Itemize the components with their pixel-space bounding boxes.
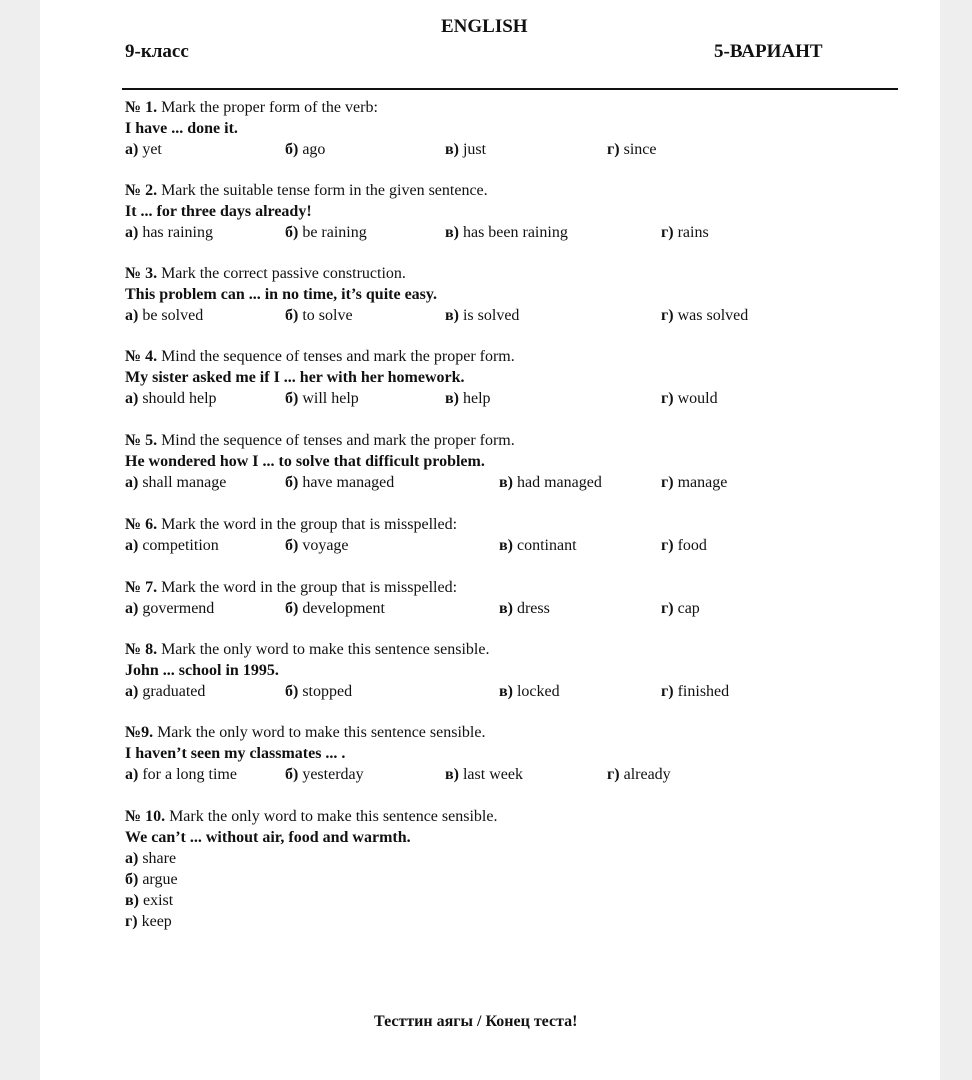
question-9: №9. Mark the only word to make this sentence sensible. I haven’t seen my classmates ... . а) for a long time б) yesterday в) last week г) already bbox=[125, 722, 885, 785]
option-d[interactable]: г) food bbox=[661, 537, 707, 554]
option-b[interactable]: б) argue bbox=[125, 871, 178, 888]
option-b[interactable]: б) yesterday bbox=[285, 766, 364, 783]
question-instruction: Mark the only word to make this sentence sensible. bbox=[169, 808, 498, 825]
option-a[interactable]: а) shall manage bbox=[125, 474, 227, 491]
option-c[interactable]: в) just bbox=[445, 141, 487, 158]
option-c[interactable]: в) had managed bbox=[499, 474, 602, 491]
option-d[interactable]: г) would bbox=[661, 390, 718, 407]
option-d[interactable]: г) was solved bbox=[661, 307, 749, 324]
option-a[interactable]: а) for a long time bbox=[125, 766, 237, 783]
option-c[interactable]: в) continant bbox=[499, 537, 577, 554]
variant-label: 5-ВАРИАНТ bbox=[714, 41, 823, 62]
option-a[interactable]: а) be solved bbox=[125, 307, 204, 324]
option-c[interactable]: в) locked bbox=[499, 683, 560, 700]
question-7: № 7. Mark the word in the group that is misspelled: а) govermend б) development в) dress г) cap bbox=[125, 579, 700, 617]
grade-label: 9-класс bbox=[125, 41, 189, 62]
option-c[interactable]: в) exist bbox=[125, 892, 174, 909]
question-sentence: I haven’t seen my classmates ... . bbox=[125, 745, 346, 762]
option-b[interactable]: б) have managed bbox=[285, 474, 395, 491]
option-d[interactable]: г) already bbox=[607, 766, 671, 783]
option-d[interactable]: г) manage bbox=[661, 474, 728, 491]
option-c[interactable]: в) last week bbox=[445, 766, 523, 783]
question-6: № 6. Mark the word in the group that is misspelled: а) competition б) voyage в) continant г) food bbox=[125, 516, 707, 554]
question-sentence: John ... school in 1995. bbox=[125, 662, 279, 679]
question-instruction: Mark the suitable tense form in the given sentence. bbox=[161, 182, 488, 199]
option-a[interactable]: а) graduated bbox=[125, 683, 206, 700]
question-1: № 1. Mark the proper form of the verb: I have ... done it. а) yet б) ago в) just г) since bbox=[125, 97, 885, 160]
option-b[interactable]: б) stopped bbox=[285, 683, 353, 700]
question-4: № 4. Mind the sequence of tenses and mark the proper form. My sister asked me if I ... her with her homework. а) should help б) will help в) help г) would bbox=[125, 346, 885, 409]
option-a[interactable]: а) yet bbox=[125, 141, 162, 158]
question-instruction: Mark the correct passive construction. bbox=[161, 265, 406, 282]
end-of-test-label: Тесттин аягы / Конец теста! bbox=[374, 1013, 578, 1030]
option-c[interactable]: в) is solved bbox=[445, 307, 520, 324]
option-a[interactable]: а) has raining bbox=[125, 224, 213, 241]
option-b[interactable]: б) ago bbox=[285, 141, 326, 158]
option-a[interactable]: а) should help bbox=[125, 390, 217, 407]
question-instruction: Mind the sequence of tenses and mark the proper form. bbox=[161, 348, 515, 365]
question-instruction: Mark the proper form of the verb: bbox=[161, 99, 378, 116]
question-sentence: This problem can ... in no time, it’s quite easy. bbox=[125, 286, 438, 303]
option-c[interactable]: в) help bbox=[445, 390, 491, 407]
question-sentence: It ... for three days already! bbox=[125, 203, 312, 220]
option-b[interactable]: б) be raining bbox=[285, 224, 367, 241]
option-c[interactable]: в) has been raining bbox=[445, 224, 568, 241]
question-8: № 8. Mark the only word to make this sentence sensible. John ... school in 1995. а) graduated б) stopped в) locked г) finished bbox=[125, 639, 885, 702]
question-2: № 2. Mark the suitable tense form in the given sentence. It ... for three days already! а) has raining б) be raining в) has been raining г) rains bbox=[125, 180, 885, 243]
option-b[interactable]: б) voyage bbox=[285, 537, 349, 554]
option-d[interactable]: г) since bbox=[607, 141, 657, 158]
question-sentence: My sister asked me if I ... her with her homework. bbox=[125, 369, 465, 386]
option-b[interactable]: б) to solve bbox=[285, 307, 353, 324]
question-sentence: I have ... done it. bbox=[125, 120, 238, 137]
option-d[interactable]: г) keep bbox=[125, 913, 172, 930]
header-divider bbox=[122, 88, 898, 90]
option-d[interactable]: г) finished bbox=[661, 683, 730, 700]
question-instruction: Mark the only word to make this sentence sensible. bbox=[157, 724, 486, 741]
option-a[interactable]: а) govermend bbox=[125, 600, 215, 617]
subject-title: ENGLISH bbox=[441, 16, 528, 37]
question-instruction: Mark the word in the group that is misspelled: bbox=[161, 516, 458, 533]
option-a[interactable]: а) competition bbox=[125, 537, 219, 554]
test-page bbox=[40, 0, 940, 1080]
question-instruction: Mind the sequence of tenses and mark the proper form. bbox=[161, 432, 515, 449]
question-3: № 3. Mark the correct passive construction. This problem can ... in no time, it’s quite easy. а) be solved б) to solve в) is solved г) was solved bbox=[125, 263, 885, 326]
question-instruction: Mark the word in the group that is misspelled: bbox=[161, 579, 458, 596]
question-sentence: We can’t ... without air, food and warmth. bbox=[125, 829, 411, 846]
option-d[interactable]: г) rains bbox=[661, 224, 709, 241]
option-b[interactable]: б) will help bbox=[285, 390, 359, 407]
question-5: № 5. Mind the sequence of tenses and mark the proper form. He wondered how I ... to solve that difficult problem. а) shall manage б) have managed в) had managed г) manage bbox=[125, 430, 885, 493]
question-sentence: He wondered how I ... to solve that difficult problem. bbox=[125, 453, 485, 470]
option-c[interactable]: в) dress bbox=[499, 600, 550, 617]
question-10: № 10. Mark the only word to make this sentence sensible. We can’t ... without air, food and warmth. а) share б) argue в) exist г) keep bbox=[125, 806, 885, 932]
option-b[interactable]: б) development bbox=[285, 600, 385, 617]
option-a[interactable]: а) share bbox=[125, 850, 177, 867]
question-instruction: Mark the only word to make this sentence sensible. bbox=[161, 641, 490, 658]
option-d[interactable]: г) cap bbox=[661, 600, 700, 617]
